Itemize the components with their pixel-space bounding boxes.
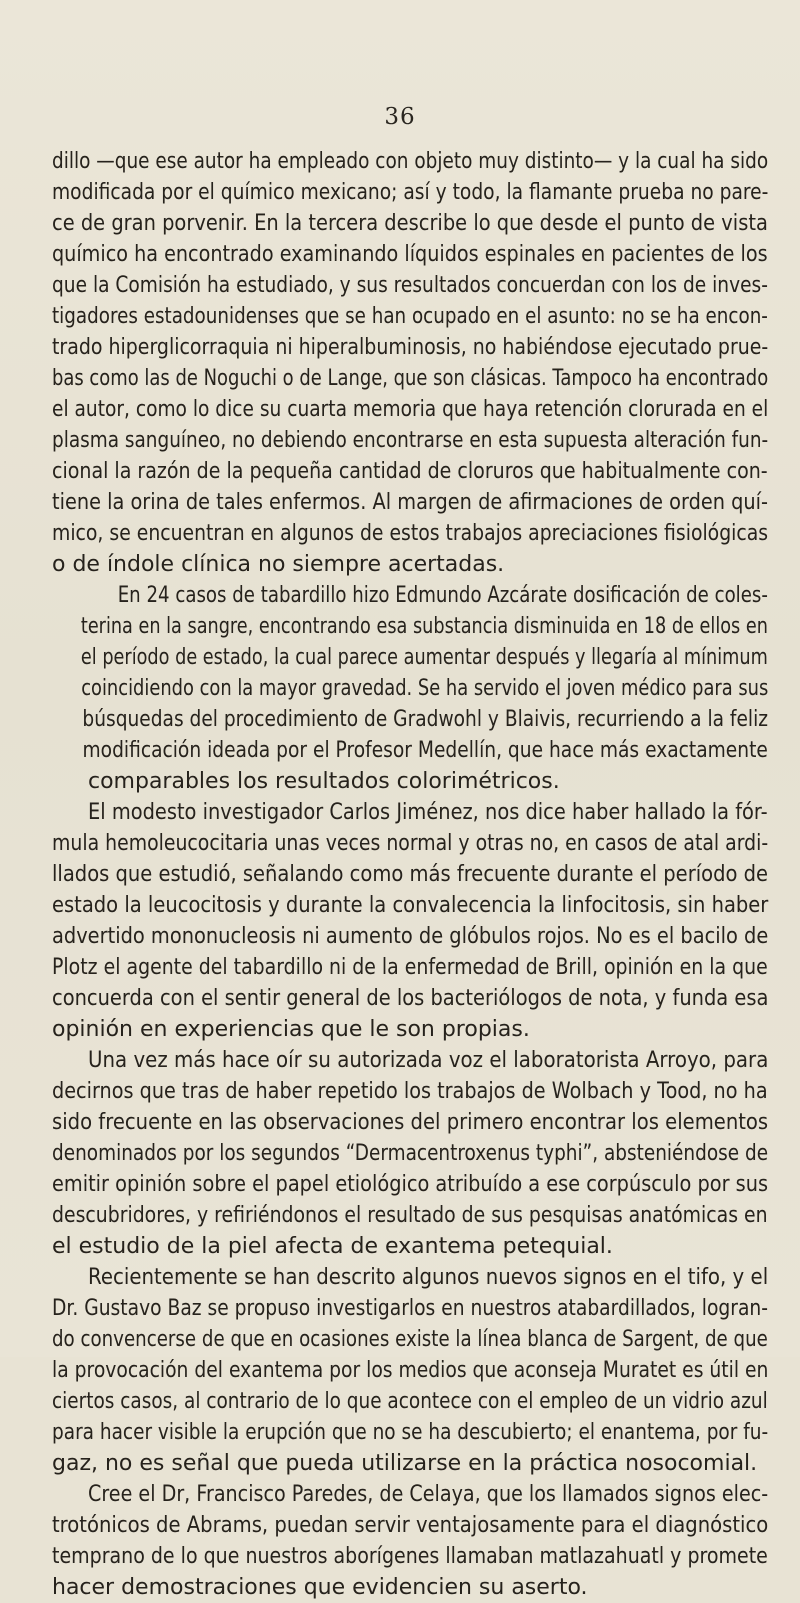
text-line: mula hemoleucocitaria unas veces normal y otras no, en casos de atal ardi- [52,831,769,856]
text-line: el estudio de la piel afecta de exantema petequial. [52,1234,613,1259]
text-line: bas como las de Noguchi o de Lange, que son clásicas. Tampoco ha encontrado [52,366,769,391]
text-line: coincidiendo con la mayor gravedad. Se ha servido el joven médico para sus [81,676,769,701]
text-line: sido frecuente en las observaciones del primero encontrar los elementos [52,1110,769,1135]
text-line: emitir opinión sobre el papel etiológico atribuído a ese corpúsculo por sus [52,1172,769,1197]
text-line: ciertos casos, al contrario de lo que acontece con el empleo de un vidrio azul [52,1389,768,1414]
paragraph-5 [52,1262,768,1479]
text-line: llados que estudió, señalando como más frecuente durante el período de [52,862,769,887]
paragraph-3 [52,797,768,1045]
text-line: búsquedas del procedimiento de Gradwohl y Blaivis, recurriendo a la feliz [82,707,769,732]
text-line: opinión en experiencias que le son propias. [52,1017,530,1042]
text-line: denominados por los segundos “Dermacentroxenus typhi”, absteniéndose de [52,1141,769,1166]
body-text [52,146,768,1603]
text-line: o de índole clínica no siempre acertadas. [52,552,505,577]
text-line: tiene la orina de tales enfermos. Al margen de afirmaciones de orden quí- [52,490,768,515]
text-line: el autor, como lo dice su cuarta memoria que haya retención clorurada en el [52,397,769,422]
text-line: tigadores estadounidenses que se han ocupado en el asunto: no se ha encon- [52,304,768,329]
text-line: el período de estado, la cual parece aumentar después y llegaría al mínimum [80,645,768,670]
text-line: descubridores, y refiriéndonos el resultado de sus pesquisas anatómicas en [52,1203,768,1228]
text-line: la provocación del exantema por los medios que aconseja Muratet es útil en [52,1358,769,1383]
text-line: Plotz el agente del tabardillo ni de la enfermedad de Brill, opinión en la que [52,955,768,980]
text-line: plasma sanguíneo, no debiendo encontrarse en esta supuesta alteración fun- [52,428,769,453]
text-line: temprano de lo que nuestros aborígenes llamaban matlazahuatl y promete [52,1544,768,1569]
text-line: Una vez más hace oír su autorizada voz el laboratorista Arroyo, para [88,1048,769,1073]
text-line: Recientemente se han descrito algunos nuevos signos en el tifo, y el [88,1265,769,1290]
text-line: decirnos que tras de haber repetido los trabajos de Wolbach y Tood, no ha [52,1079,768,1104]
text-line: hacer demostraciones que evidencien su aserto. [52,1575,588,1600]
text-line: En 24 casos de tabardillo hizo Edmundo Azcárate dosificación de coles- [117,583,768,608]
text-line: para hacer visible la erupción que no se ha descubierto; el enantema, por fu- [52,1420,769,1445]
text-line: químico ha encontrado examinando líquidos espinales en pacientes de los [52,242,768,267]
text-line: trotónicos de Abrams, puedan servir ventajosamente para el diagnóstico [52,1513,769,1538]
text-line: Dr. Gustavo Baz se propuso investigarlos en nuestros atabardillados, logran- [52,1296,768,1321]
text-line: trado hiperglicorraquia ni hiperalbuminosis, no habiéndose ejecutado prue- [52,335,769,360]
paragraph-1 [52,146,768,580]
text-line: que la Comisión ha estudiado, y sus resultados concuerdan con los de inves- [52,273,768,298]
paragraph-6 [52,1479,768,1603]
text-line: modificada por el químico mexicano; así y todo, la flamante prueba no pare- [52,180,769,205]
text-line: do convencerse de que en ocasiones existe la línea blanca de Sargent, de que [52,1327,768,1352]
text-line: concuerda con el sentir general de los bacteriólogos de nota, y funda esa [52,986,769,1011]
text-line: Cree el Dr, Francisco Paredes, de Celaya, que los llamados signos elec- [88,1482,769,1507]
text-line: gaz, no es señal que pueda utilizarse en la práctica nosocomial. [52,1451,758,1476]
text-line: mico, se encuentran en algunos de estos trabajos apreciaciones fisiológicas [52,521,769,546]
text-line: estado la leucocitosis y durante la convalecencia la linfocitosis, sin haber [52,893,769,918]
text-line: modificación ideada por el Profesor Medellín, que hace más exactamente [82,738,768,763]
text-line: advertido mononucleosis ni aumento de glóbulos rojos. No es el bacilo de [52,924,769,949]
text-line: El modesto investigador Carlos Jiménez, nos dice haber hallado la fór- [88,800,768,825]
page-number: 36 [384,104,416,130]
paragraph-4 [52,1045,768,1262]
text-line: terina en la sangre, encontrando esa substancia disminuida en 18 de ellos en [80,614,768,639]
text-line: comparables los resultados colorimétricos. [88,769,560,794]
text-line: dillo —que ese autor ha empleado con objeto muy distinto— y la cual ha sido [52,149,769,174]
text-line: ce de gran porvenir. En la tercera describe lo que desde el punto de vista [52,211,768,236]
paragraph-2 [52,580,768,797]
text-line: cional la razón de la pequeña cantidad de cloruros que habitualmente con- [52,459,768,484]
